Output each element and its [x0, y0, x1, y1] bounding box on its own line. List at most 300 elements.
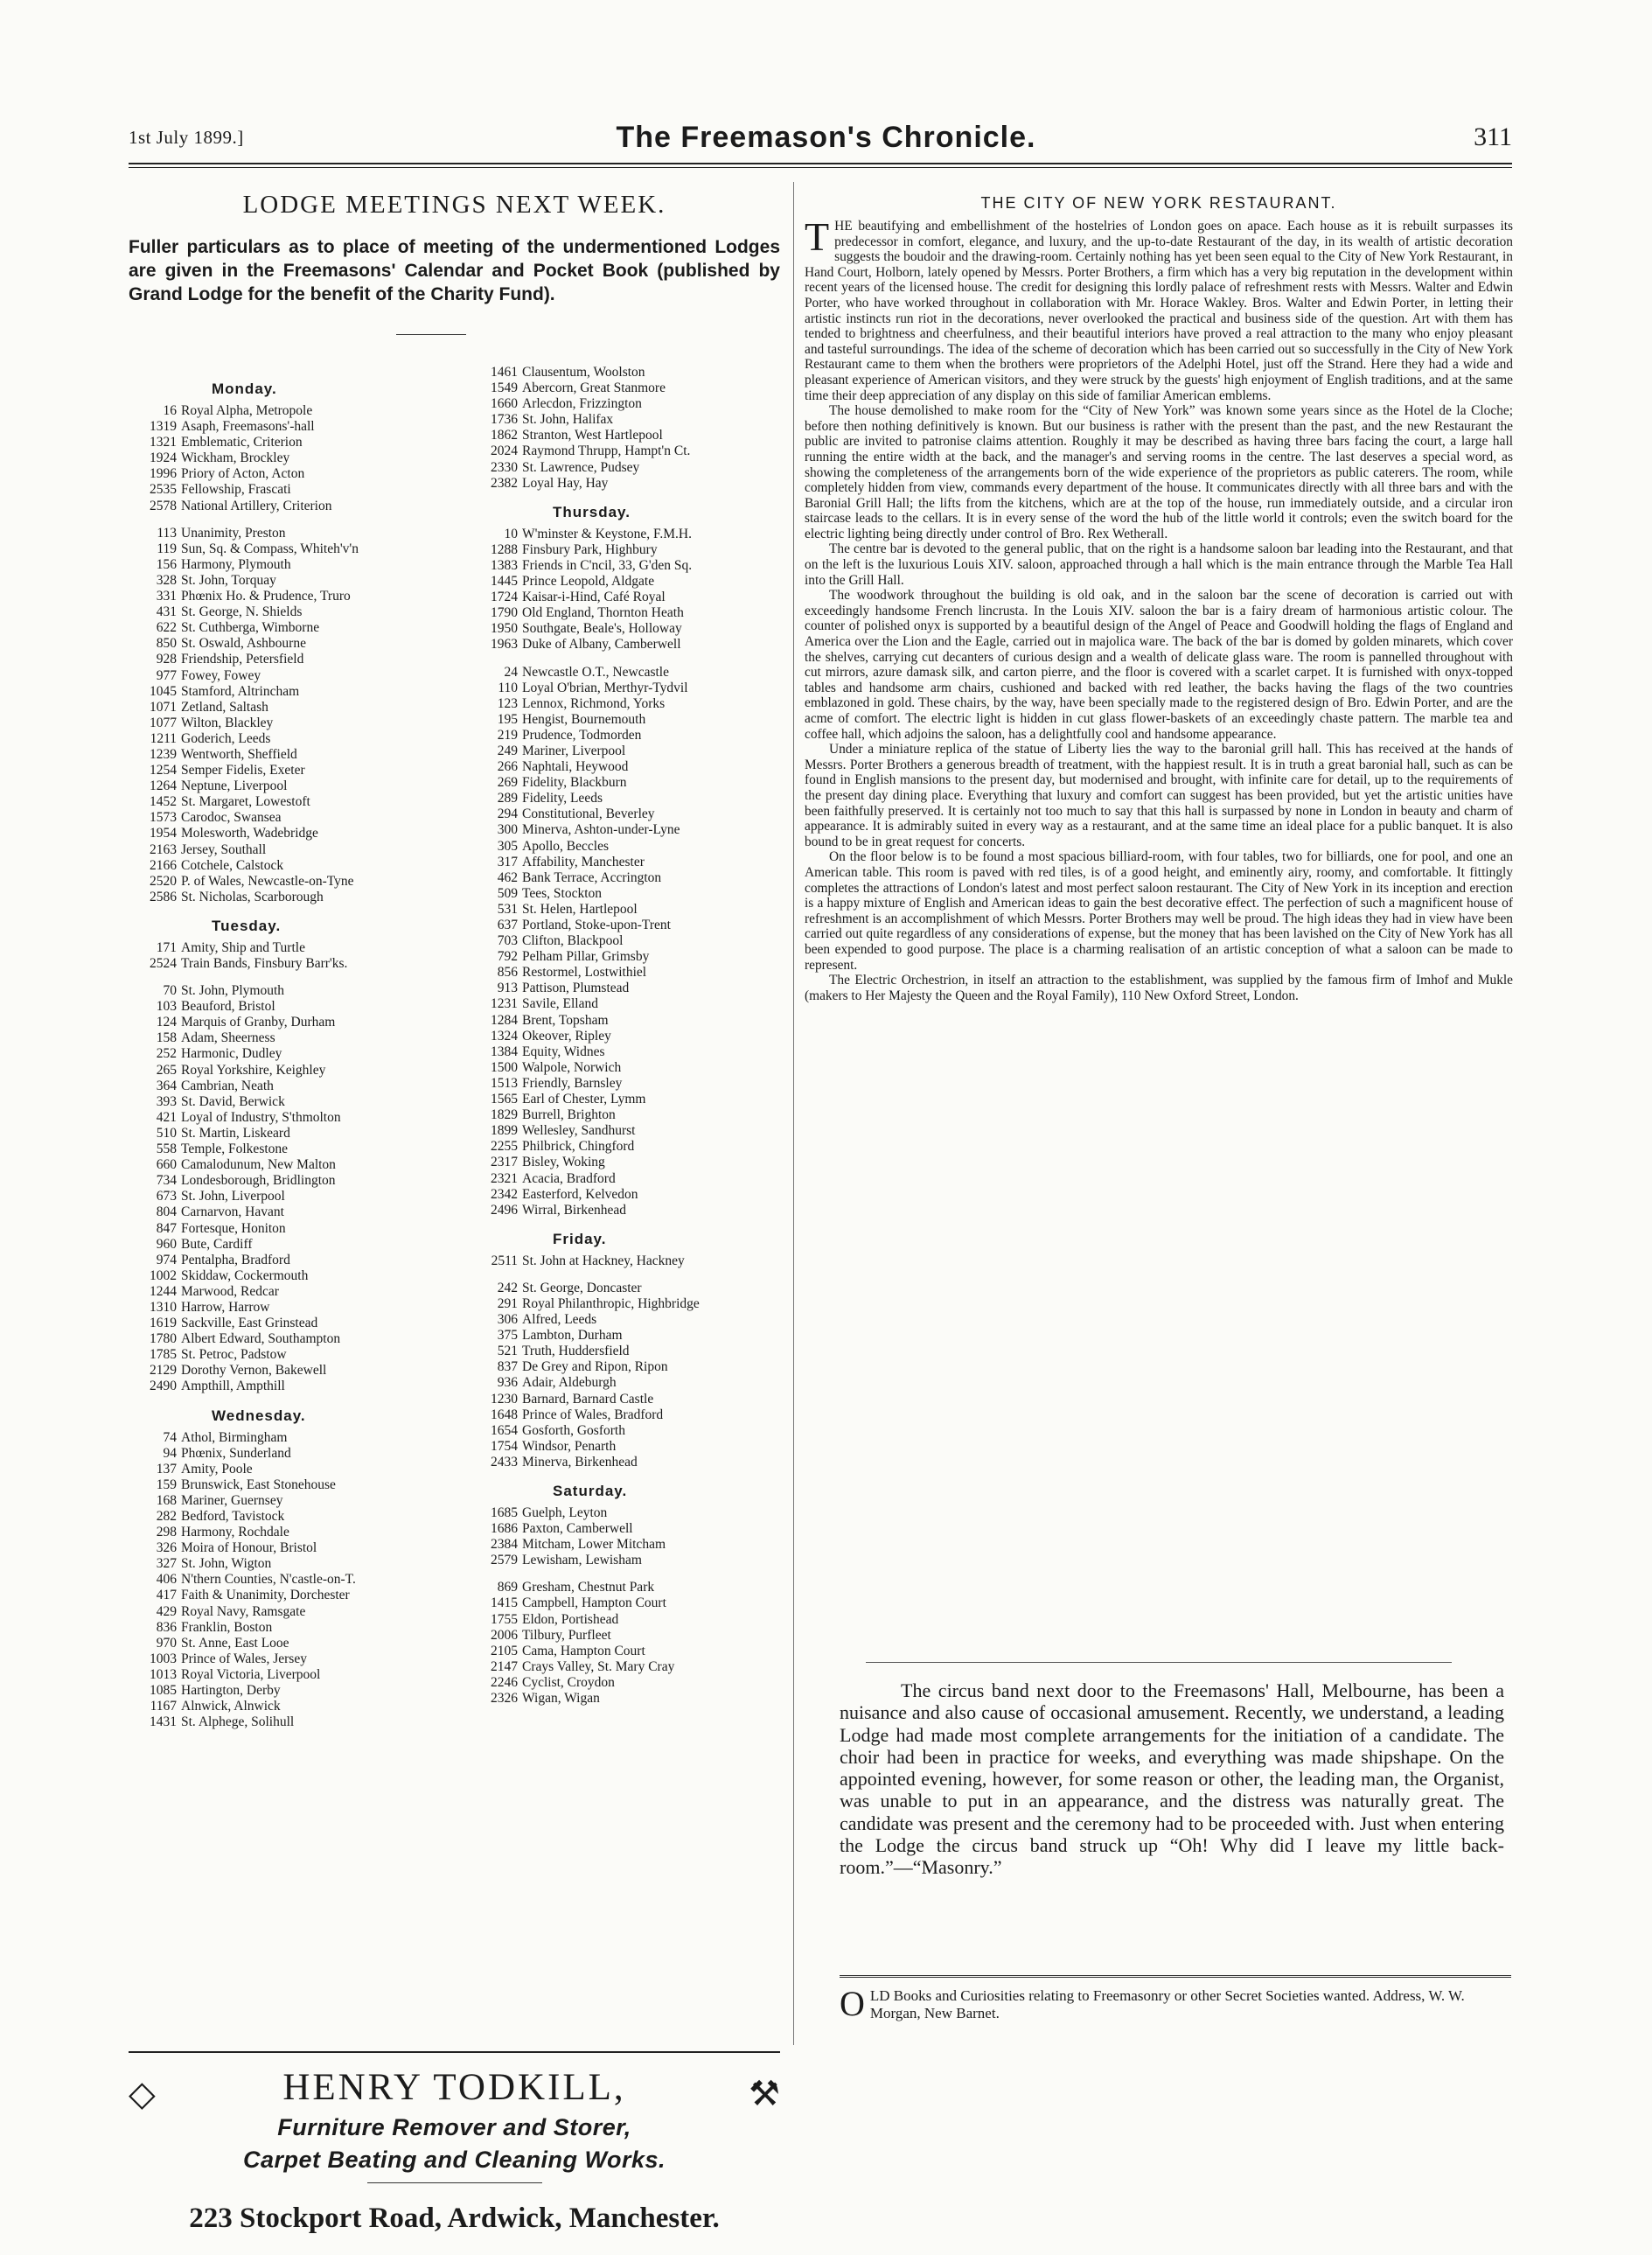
lodge-name: Fidelity, Leeds: [522, 791, 603, 806]
lodge-name: Philbrick, Chingford: [522, 1139, 635, 1155]
lodge-name: St. David, Berwick: [181, 1093, 285, 1109]
lodge-entry: [129, 1540, 461, 1556]
lodge-number: 1264: [150, 778, 177, 794]
lodge-entry: [470, 1092, 789, 1107]
lodge-list-column-2: [470, 365, 789, 1707]
lodge-entry: [129, 557, 461, 573]
circus-paragraph: The circus band next door to the Freemasons' Hall, Melbourne, has been a nuisance and also cause of occasional amusement. Recently, we understand, a leading Lodge had made most complete arrangements for the initiation of a candidate. The choir had been in practice for weeks, and everything was made shipshape. On the appointed evening, however, for some reason or other, the leading man, the Organist, was unable to put in an appearance, and the distress was naturally great. The candidate was present and the ceremony had to be proceeded with. Just when entering the Lodge the circus band struck up “Oh! Why did I leave my little back-room.”—“Masonry.”: [840, 1679, 1504, 1879]
lodge-entry: [129, 541, 461, 557]
lodge-name: Bisley, Woking: [522, 1155, 605, 1170]
lodge-entry: [470, 1076, 789, 1092]
lodge-number: 195: [497, 711, 518, 727]
lodge-entry: [470, 1455, 789, 1470]
lodge-name: Fidelity, Blackburn: [522, 775, 627, 791]
lodge-number: 1319: [150, 419, 177, 435]
lodge-entry: [129, 1462, 461, 1477]
lodge-entry: [129, 1189, 461, 1204]
lodge-entry: [129, 1204, 461, 1220]
lodge-entry: [470, 443, 789, 459]
lodge-number: 2105: [491, 1643, 518, 1658]
lodge-number: 1002: [150, 1267, 177, 1283]
lodge-name: Earl of Chester, Lymm: [522, 1092, 646, 1107]
lodge-entry: [470, 1187, 789, 1203]
lodge-number: 1565: [491, 1092, 518, 1107]
lodge-entry: [470, 1139, 789, 1155]
lodge-number: 24: [504, 664, 518, 680]
lodge-name: Pattison, Plumstead: [522, 981, 630, 996]
lodge-name: Alfred, Leeds: [522, 1312, 597, 1328]
lodge-entry: [129, 1046, 461, 1062]
lodge-number: 792: [497, 949, 518, 965]
lodge-name: Phœnix Ho. & Prudence, Truro: [181, 589, 351, 604]
lodge-entry: [470, 1423, 789, 1439]
lodge-number: 1785: [150, 1347, 177, 1363]
lodge-entry: [470, 527, 789, 542]
lodge-name: Carnarvon, Havant: [181, 1204, 284, 1220]
lodge-number: 249: [497, 743, 518, 758]
lodge-entry: [470, 365, 789, 380]
lodge-name: St. George, N. Shields: [181, 604, 303, 620]
lodge-name: Sun, Sq. & Compass, Whiteh'v'n: [181, 541, 359, 556]
article-paragraph: Under a miniature replica of the statue of Liberty lies the way to the baronial grill hall. This has received at the hands of Messrs. Porter Brothers a generous breadth of treatment, with the happiest result. It is in truth a great baronial hall, such as can be found in English mansions to the present day, but modernised and brought, with infinite care for detail, up to the requirements of the present day dining place. Everything that luxury and comfort can suggest has been provided, but yet the artistic unities have been faithfully preserved. It is certainly not too much to say that this hall is surpassed by none in London in beauty and charm of appearance. It is admirably suited in every way as a restaurant, and at the same time an ideal place for a public banquet. It is also bound to be in great request for concerts.: [805, 742, 1513, 849]
lodge-number: 1829: [491, 1107, 518, 1123]
drop-cap: T: [805, 214, 830, 259]
day-heading: Friday.: [553, 1230, 607, 1247]
lodge-entry: [470, 574, 789, 590]
lodge-number: 2535: [150, 482, 177, 498]
lodge-name: Fellowship, Frascati: [181, 482, 291, 498]
lodge-name: Temple, Folkestone: [181, 1141, 289, 1157]
lodge-number: 1239: [150, 746, 177, 762]
lodge-number: 1445: [491, 574, 518, 590]
lodge-number: 928: [156, 652, 177, 667]
lodge-number: 113: [157, 525, 177, 541]
lodge-number: 1230: [491, 1391, 518, 1407]
lodge-name: St. Helen, Hartlepool: [522, 901, 638, 917]
lodge-name: Tilbury, Purfleet: [522, 1627, 611, 1643]
lodge-entry: [470, 558, 789, 574]
lodge-number: 462: [497, 869, 518, 885]
lodge-number: 1500: [491, 1059, 518, 1075]
lodge-entry: [129, 874, 461, 890]
lodge-name: Wilton, Blackley: [181, 715, 274, 730]
lodge-entry: [470, 1392, 789, 1407]
lodge-name: Walpole, Norwich: [522, 1059, 622, 1075]
header-rule: [129, 163, 1512, 164]
lodge-name: Albert Edward, Southampton: [181, 1331, 341, 1347]
lodge-name: Cotchele, Calstock: [181, 857, 284, 873]
lodge-entry: [470, 933, 789, 949]
lodge-number: 1724: [491, 590, 518, 605]
lodge-name: Wirral, Birkenhead: [522, 1202, 627, 1218]
lodge-entry: [470, 775, 789, 791]
lodge-name: Molesworth, Wadebridge: [181, 826, 318, 841]
lodge-name: Prince of Wales, Bradford: [522, 1407, 664, 1422]
lodge-name: Phœnix, Sunderland: [181, 1445, 291, 1461]
lodge-number: 1013: [150, 1666, 177, 1682]
lodge-name: St. Martin, Liskeard: [181, 1125, 290, 1141]
lodge-number: 660: [156, 1157, 177, 1173]
advert-divider: [367, 2182, 542, 2183]
lodge-name: Minerva, Ashton-under-Lyne: [522, 822, 680, 838]
lodge-entry: [129, 1525, 461, 1540]
lodge-entry: [129, 1173, 461, 1189]
lodge-entry: [470, 1253, 789, 1269]
lodge-number: 2382: [491, 475, 518, 491]
lodge-name: Acacia, Bradford: [522, 1170, 616, 1186]
lodge-number: 431: [156, 604, 177, 620]
lodge-number: 1963: [491, 637, 518, 653]
lodge-name: Friendly, Barnsley: [522, 1075, 623, 1091]
lodge-entry: [470, 476, 789, 492]
lodge-entry: [470, 637, 789, 653]
lodge-name: Equity, Widnes: [522, 1044, 605, 1059]
lodge-number: 266: [497, 759, 518, 775]
lodge-name: Zetland, Saltash: [181, 699, 268, 715]
lodge-number: 673: [156, 1189, 177, 1204]
lodge-name: Cyclist, Croydon: [522, 1674, 615, 1690]
lodge-entry: [129, 1379, 461, 1394]
article-paragraph: The woodwork throughout the building is old oak, and in the saloon bar the scene of decoration is carried out with exceedingly handsome French lincrusta. In the Louis XIV. saloon the bar is a fairy dream of harmonious artistic colour. The counter of polished onyx is supported by a beautiful design of the Angel of Peace and Goodwill holding the flags of England and America over the Lion and the Eagle, carried out in majolica ware. The back of the bar is domed by golden minarets, which cover the shelves, carrying cut decanters of curious design and a wealth of delicate glass ware. The room is pannelled throughout with cut mirrors, azure damask silk, and carton pierre, and the floor is covered with a scarlet carpet. It is furnished with onyx-topped tables and handsome arm chairs, cushioned and backed with red leather, the backs having the flags of the two countries emblazoned in gold. These chairs, by the way, have been specially made to the registered design of Bro. Edwin Porter, and are the acme of comfort. The electric light is hidden in cut glass flower-baskets of an exceedingly chaste pattern. The marble tea and coffee hall, which adjoins the saloon, has a delightfully cool and handsome appearance.: [805, 588, 1513, 742]
lodge-entry: [129, 1079, 461, 1094]
lodge-entry: [129, 526, 461, 541]
advert-name: HENRY TODKILL,: [282, 2067, 626, 2108]
lodge-number: 123: [497, 695, 518, 711]
lodge-number: 298: [156, 1525, 177, 1540]
lodge-entry: [470, 1171, 789, 1187]
lodge-name: Paxton, Camberwell: [522, 1521, 633, 1537]
lodge-name: Brunswick, East Stonehouse: [181, 1477, 336, 1492]
lodge-entry: [470, 1375, 789, 1391]
lodge-number: 1167: [150, 1699, 177, 1714]
lodge-entry: [470, 396, 789, 412]
lodge-entry: [129, 1699, 461, 1714]
lodge-entry: [470, 665, 789, 681]
lodge-name: Skiddaw, Cockermouth: [181, 1267, 309, 1283]
section-rule: [866, 1662, 1452, 1663]
lodge-entry: [129, 778, 461, 794]
lodge-number: 2524: [150, 956, 177, 971]
lodge-name: Apollo, Beccles: [522, 838, 610, 854]
lodge-name: Clausentum, Woolston: [522, 365, 645, 380]
lodge-entry: [470, 1553, 789, 1568]
lodge-entry: [129, 999, 461, 1015]
lodge-number: 291: [497, 1295, 518, 1311]
lodge-number: 327: [156, 1556, 177, 1572]
lodge-number: 2006: [491, 1627, 518, 1643]
lodge-entry: [470, 1107, 789, 1123]
lodge-entry: [470, 1675, 789, 1691]
lodge-name: Unanimity, Preston: [181, 525, 286, 541]
lodge-number: 2326: [491, 1691, 518, 1707]
lodge-entry: [470, 1344, 789, 1359]
lodge-entry: [129, 1253, 461, 1268]
lodge-name: Constitutional, Beverley: [522, 806, 655, 822]
lodge-number: 1954: [150, 826, 177, 841]
lodge-name: N'thern Counties, N'castle-on-T.: [181, 1572, 356, 1588]
lodge-entry: [470, 590, 789, 605]
lodge-number: 364: [156, 1078, 177, 1093]
lodge-number: 328: [156, 572, 177, 588]
masthead-title: The Freemason's Chronicle.: [616, 121, 1036, 154]
lodge-number: 417: [156, 1588, 177, 1603]
lodge-number: 1384: [491, 1044, 518, 1059]
lodge-entry: [129, 1063, 461, 1079]
lodge-number: 850: [156, 636, 177, 652]
article-paragraph: The house demolished to make room for the “City of New York” was known some years since as the Hotel de la Cloche; before then nothing definitively is known. But our business is rather with the present than the past, and the new Restaurant the public are invited to patronise claims attention. Roughly it may be described as having three bars facing the court, a large hall running the entire width at the back, and the manager's and serving rooms in the centre. The last deserves a special word, as showing the completeness of the arrangements born of the wide experience of the proprietors as public caterers. The room, while completely hidden from view, commands every department of the house. It communicates directly with all three bars and with the Baronial Grill Hall; the lifts from the kitchens, which are at the top of the house, run immediately outside, and a circular iron staircase leads to the cellars. It is in every sense of the word the hub of the little world it controls; even the switch board for the electric lighting being directly under control of Bro. Rex Wetherall.: [805, 403, 1513, 541]
lodge-entry: [129, 499, 461, 514]
lodge-name: Harmonic, Dudley: [181, 1046, 282, 1062]
lodge-number: 2317: [491, 1155, 518, 1170]
lodge-name: St. John, Liverpool: [181, 1189, 285, 1204]
lodge-number: 168: [156, 1492, 177, 1508]
article-paragraph: The centre bar is devoted to the general public, that on the right is a handsome saloon bar leading into the Restaurant, and that on the left is the luxurious Louis XIV. saloon, approached through a hall which is the main entrance through the Marble Tea Hall into the Grill Hall.: [805, 541, 1513, 588]
lodge-name: Semper Fidelis, Exeter: [181, 763, 305, 778]
lodge-name: Gresham, Chestnut Park: [522, 1580, 655, 1595]
lodge-number: 804: [156, 1204, 177, 1220]
lodge-name: Prince Leopold, Aldgate: [522, 574, 655, 590]
lodge-entry: [129, 1683, 461, 1699]
lodge-number: 159: [156, 1477, 177, 1492]
lodge-number: 1513: [491, 1075, 518, 1091]
lodge-entry: [470, 1505, 789, 1521]
lodge-entry: [470, 1659, 789, 1675]
lodge-number: 2496: [491, 1202, 518, 1218]
lodge-number: 252: [156, 1046, 177, 1062]
article-heading: THE CITY OF NEW YORK RESTAURANT.: [980, 194, 1337, 212]
lodge-number: 1310: [150, 1299, 177, 1315]
lodge-entry: [129, 1667, 461, 1683]
lodge-entry: [129, 1347, 461, 1363]
lodge-entry: [470, 1407, 789, 1423]
lodge-entry: [129, 1141, 461, 1157]
diamond-icon: ◇: [129, 2074, 156, 2113]
lodge-number: 1431: [150, 1714, 177, 1730]
lodge-entry: [470, 918, 789, 933]
notice-rule: [840, 1975, 1511, 1978]
lodge-name: Truth, Huddersfield: [522, 1344, 630, 1359]
lodge-entry: [470, 681, 789, 696]
lodge-entry: [129, 940, 461, 956]
lodge-number: 509: [497, 885, 518, 901]
lodge-number: 289: [497, 791, 518, 806]
article-paragraphs: [805, 403, 1513, 1003]
lodge-number: 70: [163, 983, 177, 999]
lodge-number: 326: [156, 1540, 177, 1556]
lodge-number: 1244: [150, 1283, 177, 1299]
lodge-meetings-intro: Fuller particulars as to place of meeting of the undermentioned Lodges are given in the Freemasons' Calendar and Pocket Book (published by Grand Lodge for the benefit of the Charity Fund).: [129, 237, 780, 304]
lodge-name: St. John at Hackney, Hackney: [522, 1253, 685, 1268]
article-paragraph: [805, 214, 1513, 403]
lodge-entry: [470, 1203, 789, 1218]
lodge-meetings-heading: LODGE MEETINGS NEXT WEEK.: [242, 191, 666, 219]
lodge-entry: [470, 428, 789, 443]
lodge-number: 2520: [150, 873, 177, 889]
lodge-name: St. Cuthberga, Wimborne: [181, 620, 320, 636]
notice-text: LD Books and Curiosities relating to Freemasonry or other Secret Societies wanted. Address, W. W. Morgan, New Barnet.: [869, 1987, 1465, 2021]
lodge-name: Athol, Birmingham: [181, 1429, 288, 1445]
lodge-number: 306: [497, 1312, 518, 1328]
lodge-entry: [470, 1612, 789, 1628]
lodge-name: St. Nicholas, Scarborough: [181, 889, 324, 904]
lodge-entry: [470, 1359, 789, 1375]
lodge-list-column-1: [129, 380, 461, 1730]
lodge-number: 936: [497, 1375, 518, 1391]
lodge-entry: [470, 965, 789, 981]
lodge-entry: [129, 1221, 461, 1237]
lodge-name: Abercorn, Great Stanmore: [522, 380, 666, 396]
lodge-entry: [129, 747, 461, 763]
lodge-number: 1077: [150, 715, 177, 730]
lodge-name: Camalodunum, New Malton: [181, 1157, 336, 1173]
lodge-entry: [470, 696, 789, 712]
day-heading: Saturday.: [553, 1483, 628, 1499]
lodge-entry: [129, 716, 461, 731]
lodge-number: 1648: [491, 1407, 518, 1422]
lodge-number: 847: [156, 1220, 177, 1236]
lodge-number: 94: [163, 1445, 177, 1461]
lodge-number: 977: [156, 667, 177, 683]
lodge-entry: [129, 731, 461, 747]
lodge-entry: [129, 956, 461, 972]
lodge-name: Royal Alpha, Metropole: [181, 403, 313, 418]
lodge-entry: [470, 822, 789, 838]
lodge-number: 406: [156, 1572, 177, 1588]
lodge-number: 119: [157, 541, 177, 556]
lodge-name: Newcastle O.T., Newcastle: [522, 664, 669, 680]
lodge-entry: [129, 684, 461, 700]
lodge-entry: [470, 744, 789, 759]
lodge-number: 1660: [491, 396, 518, 412]
lodge-name: Pelham Pillar, Grimsby: [522, 949, 650, 965]
lodge-entry: [129, 1331, 461, 1347]
lodge-name: Kaisar-i-Hind, Café Royal: [522, 590, 666, 605]
lodge-number: 1790: [491, 605, 518, 621]
lodge-number: 521: [497, 1344, 518, 1359]
lodge-entry: [129, 890, 461, 905]
lodge-entry: [470, 839, 789, 855]
lodge-number: 2384: [491, 1537, 518, 1553]
lodge-number: 1899: [491, 1123, 518, 1139]
lodge-name: Stranton, West Hartlepool: [522, 428, 663, 443]
lodge-number: 558: [156, 1141, 177, 1157]
lodge-number: 2586: [150, 889, 177, 904]
lodge-entry: [470, 886, 789, 902]
lodge-entry: [470, 412, 789, 428]
lodge-entry: [470, 728, 789, 744]
lodge-name: Hartington, Derby: [181, 1683, 281, 1699]
lodge-entry: [129, 794, 461, 810]
notice-drop-cap: O: [840, 1984, 865, 2023]
lodge-entry: [470, 1691, 789, 1707]
lodge-number: 1284: [491, 1012, 518, 1028]
lodge-number: 331: [156, 589, 177, 604]
lodge-number: 1573: [150, 810, 177, 826]
lodge-name: Royal Victoria, Liverpool: [181, 1666, 321, 1682]
lodge-name: Wigan, Wigan: [522, 1691, 600, 1707]
lodge-number: 1755: [491, 1611, 518, 1627]
list-gap: [129, 514, 461, 526]
lodge-entry: [470, 1013, 789, 1029]
lodge-name: Jersey, Southall: [181, 841, 267, 857]
lodge-name: Loyal Hay, Hay: [522, 475, 609, 491]
lodge-entry: [470, 621, 789, 637]
lodge-name: Savile, Elland: [522, 996, 598, 1012]
lodge-name: Train Bands, Finsbury Barr'ks.: [181, 956, 348, 971]
lodge-number: 510: [156, 1125, 177, 1141]
lodge-number: 836: [156, 1619, 177, 1635]
lodge-entry: [129, 983, 461, 999]
lodge-number: 1383: [491, 557, 518, 573]
lodge-number: 2511: [491, 1253, 518, 1268]
lodge-entry: [129, 1300, 461, 1316]
lodge-entry: [129, 1363, 461, 1379]
header-rule-thin: [129, 167, 1512, 168]
lodge-entry: [470, 542, 789, 558]
lodge-name: Prudence, Todmorden: [522, 727, 642, 743]
lodge-name: St. Oswald, Ashbourne: [181, 636, 306, 652]
lodge-name: Portland, Stoke-upon-Trent: [522, 918, 671, 932]
lodge-number: 2147: [491, 1658, 518, 1674]
list-gap: [470, 653, 789, 665]
lodge-name: Amity, Ship and Turtle: [181, 939, 305, 955]
lodge-name: Alnwick, Alnwick: [181, 1699, 281, 1714]
lodge-name: Southgate, Beale's, Holloway: [522, 621, 682, 637]
lodge-number: 837: [497, 1359, 518, 1375]
lodge-entry: [129, 466, 461, 482]
lodge-entry: [129, 1556, 461, 1572]
lodge-number: 703: [497, 933, 518, 949]
lodge-entry: [129, 1316, 461, 1331]
lodge-entry: [129, 668, 461, 684]
lodge-entry: [129, 573, 461, 589]
lodge-name: Adair, Aldeburgh: [522, 1375, 617, 1391]
lodge-name: Mitcham, Lower Mitcham: [522, 1537, 666, 1553]
lodge-entry: [129, 589, 461, 604]
lodge-entry: [129, 1126, 461, 1141]
lodge-number: 103: [156, 999, 177, 1015]
lodge-number: 1862: [491, 428, 518, 443]
lodge-number: 110: [498, 680, 518, 695]
lodge-number: 317: [497, 854, 518, 869]
lodge-name: Okeover, Ripley: [522, 1028, 611, 1044]
lodge-entry: [129, 842, 461, 858]
lodge-name: Guelph, Leyton: [522, 1505, 608, 1520]
lodge-number: 2166: [150, 857, 177, 873]
lodge-name: St. Margaret, Lowestoft: [181, 794, 310, 810]
list-gap: [470, 1269, 789, 1281]
lodge-number: 1045: [150, 683, 177, 699]
advert-line-2: Carpet Beating and Cleaning Works.: [242, 2147, 666, 2173]
lodge-entry: [470, 380, 789, 396]
lodge-name: Goderich, Leeds: [181, 730, 271, 746]
lodge-entry: [129, 482, 461, 498]
lodge-name: Fortesque, Honiton: [181, 1220, 286, 1236]
lodge-name: St. John, Plymouth: [181, 983, 284, 999]
lodge-name: Raymond Thrupp, Hampt'n Ct.: [522, 443, 691, 459]
lodge-entry: [129, 858, 461, 874]
lodge-entry: [129, 1237, 461, 1253]
lodge-name: Mariner, Liverpool: [522, 743, 626, 758]
lodge-number: 1950: [491, 621, 518, 637]
lodge-entry: [470, 1537, 789, 1553]
lodge-number: 1288: [491, 541, 518, 557]
lodge-name: St. John, Torquay: [181, 572, 276, 588]
lodge-name: Old England, Thornton Heath: [522, 605, 684, 621]
lodge-entry: [470, 1521, 789, 1537]
advert: [129, 2056, 780, 2235]
column-divider: [793, 182, 794, 2045]
